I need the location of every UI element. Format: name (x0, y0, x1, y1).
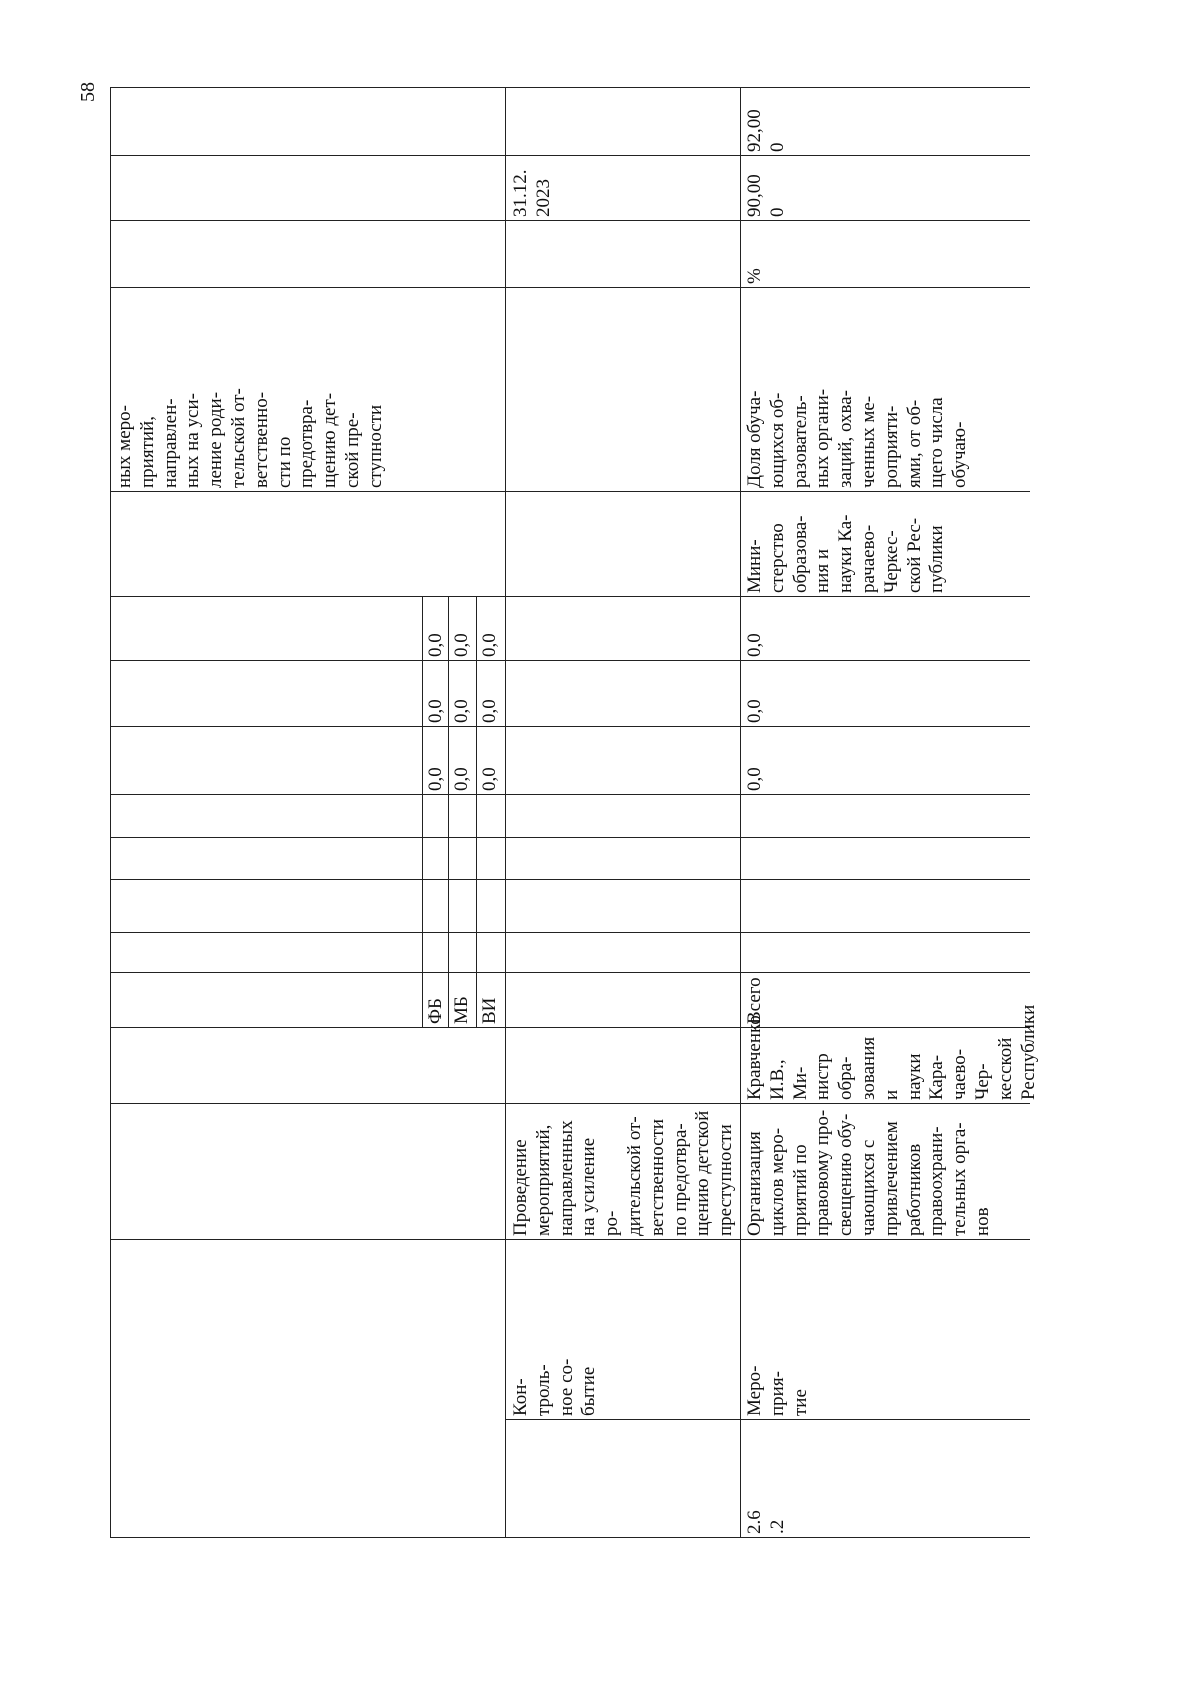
measure-status: Меро- прия- тие (744, 1365, 811, 1416)
row-divider (505, 88, 506, 1538)
column-divider (110, 1537, 1030, 1538)
measure-unit: % (744, 268, 765, 284)
table-top-rule (110, 88, 111, 1538)
column-divider (110, 660, 1030, 661)
amount-value: 0,0 (744, 633, 765, 657)
column-divider (110, 972, 1030, 973)
indicator-continuation: ных меро- приятий, направлен- ных на уси- ление роди- тельской от- ветственно- сти по предотвра- щению дет- ской пре- ступности (114, 388, 386, 488)
amount-value: 0,0 (425, 633, 446, 657)
column-divider (110, 794, 1030, 795)
column-divider (110, 155, 1030, 156)
amount-value: 0,0 (479, 767, 500, 791)
amount-value: 0,0 (479, 699, 500, 723)
source-label: ВИ (479, 997, 500, 1024)
amount-value: 0,0 (451, 633, 472, 657)
measure-source: Всего (744, 977, 765, 1024)
source-label: МБ (451, 996, 472, 1024)
column-divider (110, 837, 1030, 838)
measure-value-2023: 90,00 0 (744, 174, 788, 217)
amount-value: 0,0 (479, 633, 500, 657)
source-label: ФБ (425, 998, 446, 1024)
amount-value: 0,0 (744, 699, 765, 723)
amount-value: 0,0 (425, 699, 446, 723)
event-name: Проведение мероприятий, направленных на усиление ро- дительской от- ветственности по предотвра- щению детской преступности (510, 1110, 737, 1236)
row-divider (740, 88, 741, 1538)
event-date: 31.12. 2023 (510, 169, 554, 217)
column-divider (110, 220, 1030, 221)
measure-name: Организация циклов меро- приятий по правовому про- свещению обу- чающихся с привлечением работников правоохрани- тельных орга- нов (744, 1109, 993, 1236)
column-divider (110, 87, 1030, 88)
amount-value: 0,0 (451, 699, 472, 723)
measure-indicator: Доля обуча- ющихся об- разователь- ных органи- заций, охва- ченных ме- роприяти- ями, от об- щего числа обучаю- (744, 388, 971, 488)
column-divider (110, 726, 1030, 727)
measure-number: 2.6 .2 (744, 1510, 788, 1534)
column-divider (110, 932, 1030, 933)
measure-co-executor: Мини- стерство образова- ния и науки Ка- рачаево- Черкес- ской Рес- публики (744, 514, 948, 593)
amount-value: 0,0 (425, 767, 446, 791)
measure-responsible: Кравченко И.В., Ми- нистр обра- зования и науки Кара- чаево-Чер- кесской Республики (744, 1004, 1039, 1100)
amount-value: 0,0 (744, 767, 765, 791)
amount-value: 0,0 (451, 767, 472, 791)
page-number: 58 (77, 82, 99, 102)
measure-value-2024: 92,00 0 (744, 109, 788, 152)
column-divider (110, 879, 1030, 880)
event-status: Кон- троль- ное со- бытие (510, 1358, 600, 1416)
